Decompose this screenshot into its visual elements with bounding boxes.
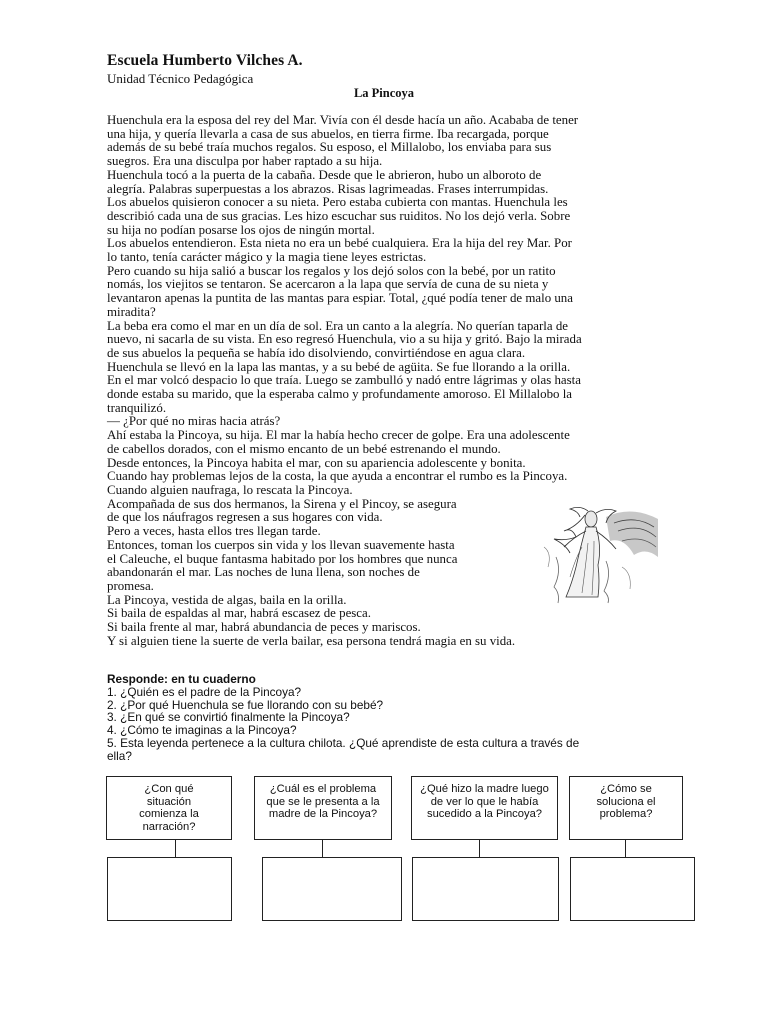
story-main [107, 114, 661, 498]
questions-heading: Responde: en tu cuaderno [107, 672, 256, 686]
story-line: además de su bebé traía muchos regalos. Su esposo, el Millalobo, los enviaba para sus [107, 140, 552, 155]
question-item: 2. ¿Por qué Huenchula se fue llorando con su bebé? [107, 697, 384, 712]
story-line: Entonces, toman los cuerpos sin vida y los llevan suavemente hasta [107, 537, 455, 552]
organizer-question-box [569, 776, 683, 840]
organizer-question-box [106, 776, 232, 840]
story-narrow [107, 498, 525, 594]
organizer-question-text: ¿Cómo se soluciona el problema? [596, 783, 656, 821]
question-item: 1. ¿Quién es el padre de la Pincoya? [107, 684, 302, 699]
story-line: Huenchula se llevó en la lapa las mantas, y a su bebé de agüita. Se fue llorando a la orilla. [107, 359, 571, 374]
story-line: de cabellos dorados, con el mismo encanto de un bebé estrenando el mundo. [107, 441, 501, 456]
unit-name: Unidad Técnico Pedagógica [107, 71, 254, 86]
story-line: nuevo, ni sacarla de su vista. En eso regresó Huenchula, vio a su hija y gritó. Bajo la mirada [107, 332, 582, 347]
story-line: Los abuelos entendieron. Esta nieta no era un bebé cualquiera. Era la hija del rey Mar. Por [107, 236, 572, 251]
story-line: Los abuelos quisieron conocer a su nieta. Pero estaba cubierta con mantas. Huenchula les [107, 195, 568, 210]
story-line: Cuando hay problemas lejos de la costa, la que ayuda a encontrar el rumbo es la Pincoya. [107, 469, 568, 484]
story-line: abandonarán el mar. Las noches de luna llena, son noches de [107, 565, 420, 580]
story-line: Huenchula era la esposa del rey del Mar. Vivía con él desde hacía un año. Acababa de tener [107, 113, 579, 127]
organizer-answer-box[interactable] [570, 857, 695, 921]
organizer-question-box [411, 776, 558, 840]
story-line: En el mar volcó despacio lo que traía. Luego se zambulló y nadó entre lágrimas y olas hasta [107, 373, 581, 388]
pincoya-sketch-icon [536, 497, 660, 605]
story-line: el Caleuche, el buque fantasma habitado por los hombres que nunca [107, 551, 458, 566]
story-line: alegría. Palabras superpuestas a los abrazos. Risas lagrimeadas. Frases interrumpidas. [107, 181, 549, 196]
organizer-question-text: ¿Cuál es el problema que se le presenta a la madre de la Pincoya? [266, 783, 380, 821]
story-line: Desde entonces, la Pincoya habita el mar, con su apariencia adolescente y bonita. [107, 455, 526, 470]
story-line: su hija no podían posarse los ojos de ningún mortal. [107, 222, 375, 237]
story-line: levantaron apenas la puntita de las mantas para espiar. Total, ¿qué podía tener de malo una [107, 291, 573, 306]
story-line: Pero a veces, hasta ellos tres llegan tarde. [107, 524, 321, 539]
story-line: de sus abuelos la pequeña se había ido disolviendo, convirtiéndose en agua clara. [107, 345, 526, 360]
story-line: de que los náufragos regresen a sus hogares con vida. [107, 510, 383, 525]
school-name: Escuela Humberto Vilches A. [107, 52, 303, 69]
story-line: Y si alguien tiene la suerte de verla bailar, esa persona tendrá magia en su vida. [107, 633, 516, 648]
story-line: Huenchula tocó a la puerta de la cabaña. Desde que le abrieron, hubo un alboroto de [107, 167, 542, 182]
story-line: Ahí estaba la Pincoya, su hija. El mar la había hecho crecer de golpe. Era una adolescente [107, 428, 570, 443]
story-line: describió cada una de sus gracias. Les hizo escuchar sus ruiditos. No los dejó verla. Sobre [107, 208, 571, 223]
question-item: 4. ¿Cómo te imaginas a la Pincoya? [107, 723, 297, 738]
story-line: miradita? [107, 304, 156, 319]
organizer-answer-box[interactable] [262, 857, 402, 921]
story-line: suegros. Era una disculpa por haber raptado a su hija. [107, 154, 383, 169]
questions-section [107, 673, 667, 763]
organizer-question-box [254, 776, 392, 840]
organizer-answer-box[interactable] [412, 857, 559, 921]
story-line: lo tanto, tenía carácter mágico y la magia tiene leyes estrictas. [107, 250, 427, 265]
organizer-answer-box[interactable] [107, 857, 232, 921]
question-item: 5. Esta leyenda pertenece a la cultura chilota. ¿Qué aprendiste de esta cultura a través de [107, 735, 580, 750]
story-line: Si baila de espaldas al mar, habrá escasez de pesca. [107, 606, 371, 621]
story-title: La Pincoya [353, 86, 415, 100]
story-line: La Pincoya, vestida de algas, baila en la orilla. [107, 592, 347, 607]
story-line: Si baila frente al mar, habrá abundancia de peces y mariscos. [107, 620, 421, 635]
story-line: nomás, los viejitos se tentaron. Se acercaron a la lapa que servía de cuna de su nieta y [107, 277, 549, 292]
story-line: Pero cuando su hija salió a buscar los regalos y los dejó solos con la bebé, por un ratito [107, 263, 556, 278]
question-item: ella? [107, 748, 132, 763]
story-line: promesa. [107, 578, 154, 593]
story-line: tranquilizó. [107, 400, 167, 415]
story-line: una hija, y quería llevarla a casa de sus abuelos, en tierra firme. Iba recargada, porque [107, 126, 549, 141]
story-line: — ¿Por qué no miras hacia atrás? [107, 414, 281, 429]
story-line: Acompañada de sus dos hermanos, la Sirena y el Pincoy, se asegura [107, 496, 457, 511]
story-line: Cuando alguien naufraga, lo rescata la Pincoya. [107, 482, 353, 497]
story-line: donde estaba su marido, que la esperaba calmo y profundamente amoroso. El Millalobo la [107, 387, 572, 402]
story-line: La beba era como el mar en un día de sol. Era un canto a la alegría. No querían taparla de [107, 318, 568, 333]
organizer-question-text: ¿Con qué situación comienza la narración? [139, 783, 199, 833]
question-item: 3. ¿En qué se convirtió finalmente la Pincoya? [107, 710, 350, 725]
organizer-question-text: ¿Qué hizo la madre luego de ver lo que le había sucedido a la Pincoya? [420, 783, 549, 821]
